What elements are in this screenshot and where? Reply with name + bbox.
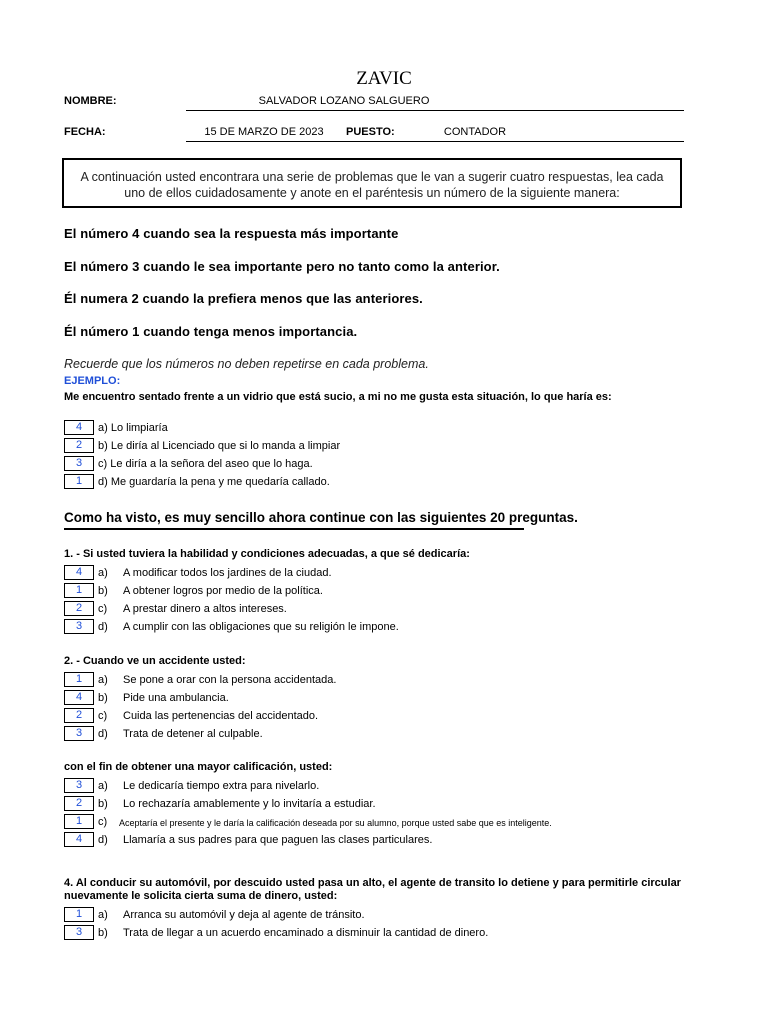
puesto-value: CONTADOR: [443, 126, 507, 138]
option-letter: b): [98, 585, 108, 597]
question-4-line-1: 4. Al conducir su automóvil, por descuido usted pasa un alto, el agente de transito lo detiene y para permitirle circular: [64, 877, 681, 889]
answer-box[interactable]: 4: [64, 690, 94, 705]
option-letter: b): [98, 927, 108, 939]
fecha-puesto-underline: [186, 141, 684, 142]
answer-box[interactable]: 4: [64, 832, 94, 847]
option-text: Trata de llegar a un acuerdo encaminado a disminuir la cantidad de dinero.: [123, 927, 489, 939]
nombre-value: SALVADOR LOZANO SALGUERO: [258, 95, 430, 107]
option-letter: a): [98, 909, 108, 921]
option-text: Cuida las pertenencias del accidentado.: [123, 710, 319, 722]
answer-box[interactable]: 2: [64, 601, 94, 616]
option-text: c) Le diría a la señora del aseo que lo haga.: [98, 458, 313, 470]
option-text: Arranca su automóvil y deja al agente de tránsito.: [123, 909, 365, 921]
option-letter: c): [98, 603, 108, 615]
continue-heading: Como ha visto, es muy sencillo ahora continue con las siguientes 20 preguntas.: [64, 510, 578, 525]
answer-box[interactable]: 3: [64, 925, 94, 940]
answer-box[interactable]: 2: [64, 796, 94, 811]
option-letter: b): [98, 798, 108, 810]
option-letter: d): [98, 728, 108, 740]
option-text: A obtener logros por medio de la política.: [123, 585, 323, 597]
option-text: A cumplir con las obligaciones que su religión le impone.: [123, 621, 399, 633]
instructions-box: A continuación usted encontrara una serie de problemas que le van a sugerir cuatro respuestas, lea cada uno de ellos cuidadosamente y anote en el paréntesis un número de la siguiente manera:: [62, 158, 682, 208]
reminder-text: Recuerde que los números no deben repetirse en cada problema.: [64, 357, 429, 371]
answer-box[interactable]: 1: [64, 672, 94, 687]
question-2: 2. - Cuando ve un accidente usted:: [64, 655, 246, 667]
answer-box[interactable]: 1: [64, 814, 94, 829]
option-letter: d): [98, 834, 108, 846]
rule-4: El número 4 cuando sea la respuesta más importante: [64, 226, 399, 241]
fecha-label: FECHA:: [64, 126, 106, 138]
option-letter: a): [98, 567, 108, 579]
question-3: con el fin de obtener una mayor calificación, usted:: [64, 761, 333, 773]
answer-box[interactable]: 3: [64, 456, 94, 471]
answer-box[interactable]: 4: [64, 565, 94, 580]
option-text: Se pone a orar con la persona accidentada.: [123, 674, 337, 686]
option-letter: d): [98, 621, 108, 633]
option-text: a) Lo limpiaría: [98, 422, 168, 434]
ejemplo-label: EJEMPLO:: [64, 375, 121, 387]
answer-box[interactable]: 3: [64, 778, 94, 793]
question-4-line-2: nuevamente le solicita cierta suma de dinero, usted:: [64, 890, 338, 902]
answer-box[interactable]: 2: [64, 708, 94, 723]
answer-box[interactable]: 1: [64, 583, 94, 598]
option-text: Trata de detener al culpable.: [123, 728, 263, 740]
rule-2: Él numera 2 cuando la prefiera menos que las anteriores.: [64, 291, 423, 306]
option-text: A modificar todos los jardines de la ciudad.: [123, 567, 332, 579]
page-title: ZAVIC: [356, 68, 412, 89]
question-1: 1. - Si usted tuviera la habilidad y condiciones adecuadas, a que sé dedicaría:: [64, 548, 470, 560]
answer-box[interactable]: 3: [64, 726, 94, 741]
option-text: d) Me guardaría la pena y me quedaría callado.: [98, 476, 330, 488]
option-text: Le dedicaría tiempo extra para nivelarlo.: [123, 780, 320, 792]
nombre-label: NOMBRE:: [64, 95, 117, 107]
option-text: A prestar dinero a altos intereses.: [123, 603, 287, 615]
option-text: b) Le diría al Licenciado que si lo manda a limpiar: [98, 440, 341, 452]
rule-3: El número 3 cuando le sea importante pero no tanto como la anterior.: [64, 259, 500, 274]
option-letter: a): [98, 674, 108, 686]
nombre-underline: [186, 110, 684, 111]
ejemplo-question: Me encuentro sentado frente a un vidrio que está sucio, a mi no me gusta esta situación, lo que haría es:: [64, 391, 612, 403]
answer-box[interactable]: 2: [64, 438, 94, 453]
answer-box[interactable]: 4: [64, 420, 94, 435]
option-text: Pide una ambulancia.: [123, 692, 229, 704]
answer-box[interactable]: 1: [64, 474, 94, 489]
option-text: Aceptaría el presente y le daría la calificación deseada por su alumno, porque usted sabe que es inteligente.: [119, 818, 552, 828]
option-letter: b): [98, 692, 108, 704]
option-letter: c): [98, 710, 108, 722]
fecha-value: 15 DE MARZO DE 2023: [204, 126, 324, 138]
puesto-label: PUESTO:: [346, 126, 395, 138]
answer-box[interactable]: 1: [64, 907, 94, 922]
option-text: Lo rechazaría amablemente y lo invitaría a estudiar.: [123, 798, 376, 810]
answer-box[interactable]: 3: [64, 619, 94, 634]
option-letter: c): [98, 816, 108, 828]
continue-heading-underline: [64, 528, 524, 530]
option-letter: a): [98, 780, 108, 792]
option-text: Llamaría a sus padres para que paguen las clases particulares.: [123, 834, 433, 846]
rule-1: Él número 1 cuando tenga menos importancia.: [64, 324, 358, 339]
